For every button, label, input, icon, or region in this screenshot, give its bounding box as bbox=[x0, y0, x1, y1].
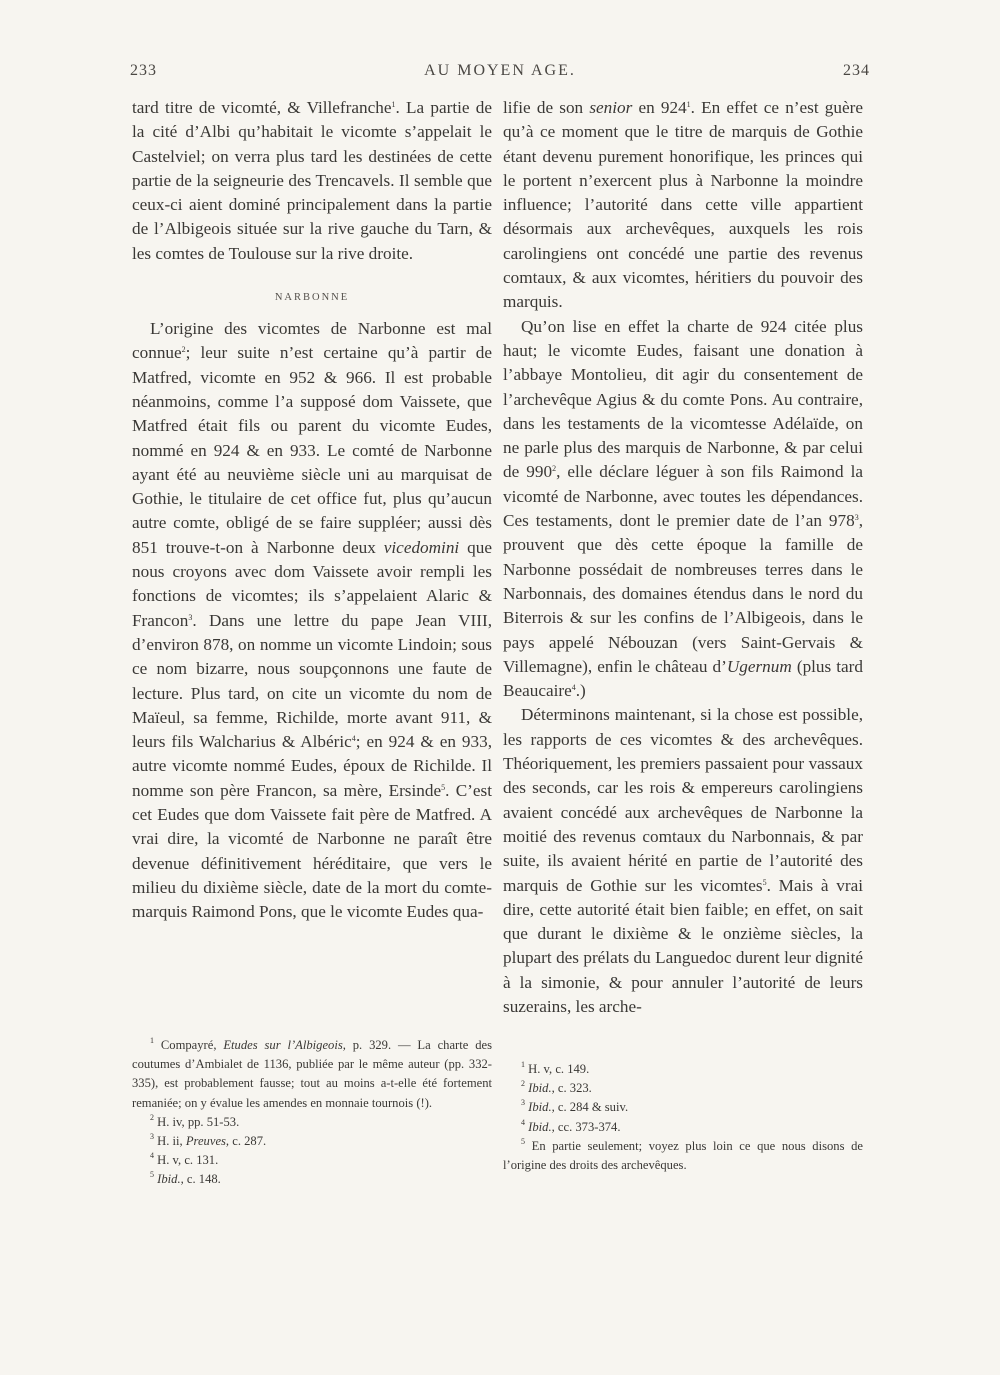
footnote-ref: 5 bbox=[441, 782, 446, 792]
footnote-ref: 5 bbox=[762, 877, 767, 887]
footnote: $^5$ Ibid., c. 148. bbox=[150, 1170, 221, 1187]
page-number-left: 233 bbox=[130, 62, 157, 79]
footnotes-left bbox=[132, 1036, 492, 1190]
footnotes-right bbox=[503, 1060, 863, 1175]
paragraph-determinons: Déterminons maintenant, si la chose est possible, les rapports de ces vicomtes & des archevêques. Théoriquement, les premiers passaient pour vassaux des seconds, car les rois & empereurs carolingiens avaient concédé aux archevêques de Narbonne la moitié des revenus comtaux du Narbonnais, & par suite, ils avaient hérité en partie de l’autorité des marquis de Gothie sur les vicomtes$^5$. Mais à vrai dire, cette autorité était bien faible; en effet, on sait que durant le dixième & le onzième siècles, la plupart des prélats du Languedoc durent leur dignité à la simonie, & pour annuler l’autorité de leurs suzerains, les arche- bbox=[503, 705, 863, 1016]
footnote: $^2$ Ibid., c. 323. bbox=[521, 1079, 592, 1096]
footnote-ref: 3 bbox=[188, 612, 193, 622]
footnote-ref: 3 bbox=[854, 513, 859, 523]
footnote: $^1$ H. v, c. 149. bbox=[521, 1060, 590, 1076]
page-number-right: 234 bbox=[843, 62, 870, 79]
right-column bbox=[503, 96, 863, 1019]
section-heading: NARBONNE bbox=[274, 292, 350, 304]
footnote: $^4$ H. v, c. 131. bbox=[150, 1151, 219, 1168]
footnote: $^3$ H. ii, Preuves, c. 287. bbox=[150, 1132, 267, 1149]
footnote-ref: 1 bbox=[686, 100, 691, 109]
paragraph-quon-lise: Qu’on lise en effet la charte de 924 citée plus haut; le vicomte Eudes, faisant une donation à l’abbaye Montolieu, dit agir du consentement de l’archevêque Agius & du comte Pons. Au contraire, dans les testaments de la vicomtesse Adélaïde, on ne parle plus des marquis de Narbonne, & par celui de $990^2$, elle déclare léguer à son fils Raimond la vicomté de Narbonne, avec toutes les dépendances. Ces testaments, dont le premier date de l’an $978^3$, prouvent que dès cette époque la famille de Narbonne possédait de nombreuses terres dans le Narbonnais, des domaines étendus dans le nord du Biterrois & sur les confins de l’Albigeois, dans le pays appelé Nébouzan (vers Saint-Gervais & Villemagne), enfin le château d’Ugernum (plus tard Beaucaire$^4$.) bbox=[503, 316, 863, 701]
footnote-ref: 2 bbox=[552, 464, 557, 474]
footnote: $^1$ Compayré, Etudes sur l’Albigeois, p. 329. — La charte des coutumes d’Ambialet de 1136, publiée par le même auteur (pp. 332-335), est probablement fausse; tout au moins a-t-elle été fortement remaniée; on y évalue les amendes en monnaie tournois (!). bbox=[132, 1036, 492, 1110]
footnote-ref: 2 bbox=[181, 345, 186, 355]
running-title: AU MOYEN AGE. bbox=[424, 62, 576, 79]
footnote-ref: 4 bbox=[351, 734, 356, 744]
paragraph-intro: tard titre de vicomté, & Villefranche$^1$. La partie de la cité d’Albi qu’habitait le vicomte s’appelait le Castelviel; on verra plus tard les destinées de cette partie de la seigneurie des Trencavels. Il semble que ceux-ci aient dominé principalement dans la partie de l’Albigeois située sur la rive gauche du Tarn, & les comtes de Toulouse sur la rive droite. bbox=[132, 98, 492, 263]
footnote-ref: 4 bbox=[571, 683, 576, 693]
footnote-ref: 1 bbox=[391, 100, 396, 109]
footnote: $^2$ H. iv, pp. 51-53. bbox=[150, 1112, 240, 1129]
footnote: $^5$ En partie seulement; voyez plus loin ce que nous disons de l’origine des droits des archevêques. bbox=[503, 1136, 863, 1173]
running-header bbox=[130, 62, 870, 86]
paragraph-continued: lifie de son senior en $924^1$. En effet ce n’est guère qu’à ce moment que le titre de marquis de Gothie étant devenu purement honorifique, les princes qui le portent n’exercent plus à Narbonne la moindre influence; l’autorité dans cette ville appartient désormais aux archevêques, auxquels les rois carolingiens ont concédé une partie des revenus comtaux, & aux vicomtes, héritiers du pouvoir des marquis. bbox=[503, 98, 863, 312]
footnote: $^3$ Ibid., c. 284 & suiv. bbox=[521, 1098, 629, 1115]
footnote: $^4$ Ibid., cc. 373-374. bbox=[521, 1117, 621, 1134]
paragraph-narbonne: L’origine des vicomtes de Narbonne est mal connue$^2$; leur suite n’est certaine qu’à partir de Matfred, vicomte en 952 & 966. Il est probable néanmoins, comme l’a supposé dom Vaissete, que Matfred était fils ou parent du vicomte Eudes, nommé en 924 & en 933. Le comté de Narbonne ayant été au neuvième siècle uni au marquisat de Gothie, le titulaire de cet office fut, plus qu’aucun autre comte, obligé de se faire suppléer; aussi dès 851 trouve-t-on à Narbonne deux vicedomini que nous croyons avec dom Vaissete avoir rempli les fonctions de vicomtes; ils s’appelaient Alaric & Francon$^3$. Dans une lettre du pape Jean VIII, d’environ 878, on nomme un vicomte Lindoin; sous ce nom bizarre, nous soupçonnons une faute de lecture. Plus tard, on cite un vicomte du nom de Maïeul, sa femme, Richilde, morte avant 911, & leurs fils Walcharius & Albéric$^4$; en 924 & en 933, autre vicomte nommé Eudes, époux de Richilde. Il nomme son père Francon, sa mère, Ersinde$^5$. C’est cet Eudes que dom Vaissete fait père de Matfred. A vrai dire, la vicomté de Narbonne ne paraît être devenue définitivement héréditaire, que vers le milieu du dixième siècle, date de la mort du comte-marquis Raimond Pons, que le vicomte Eudes qua- bbox=[132, 319, 493, 922]
left-column bbox=[132, 96, 492, 925]
